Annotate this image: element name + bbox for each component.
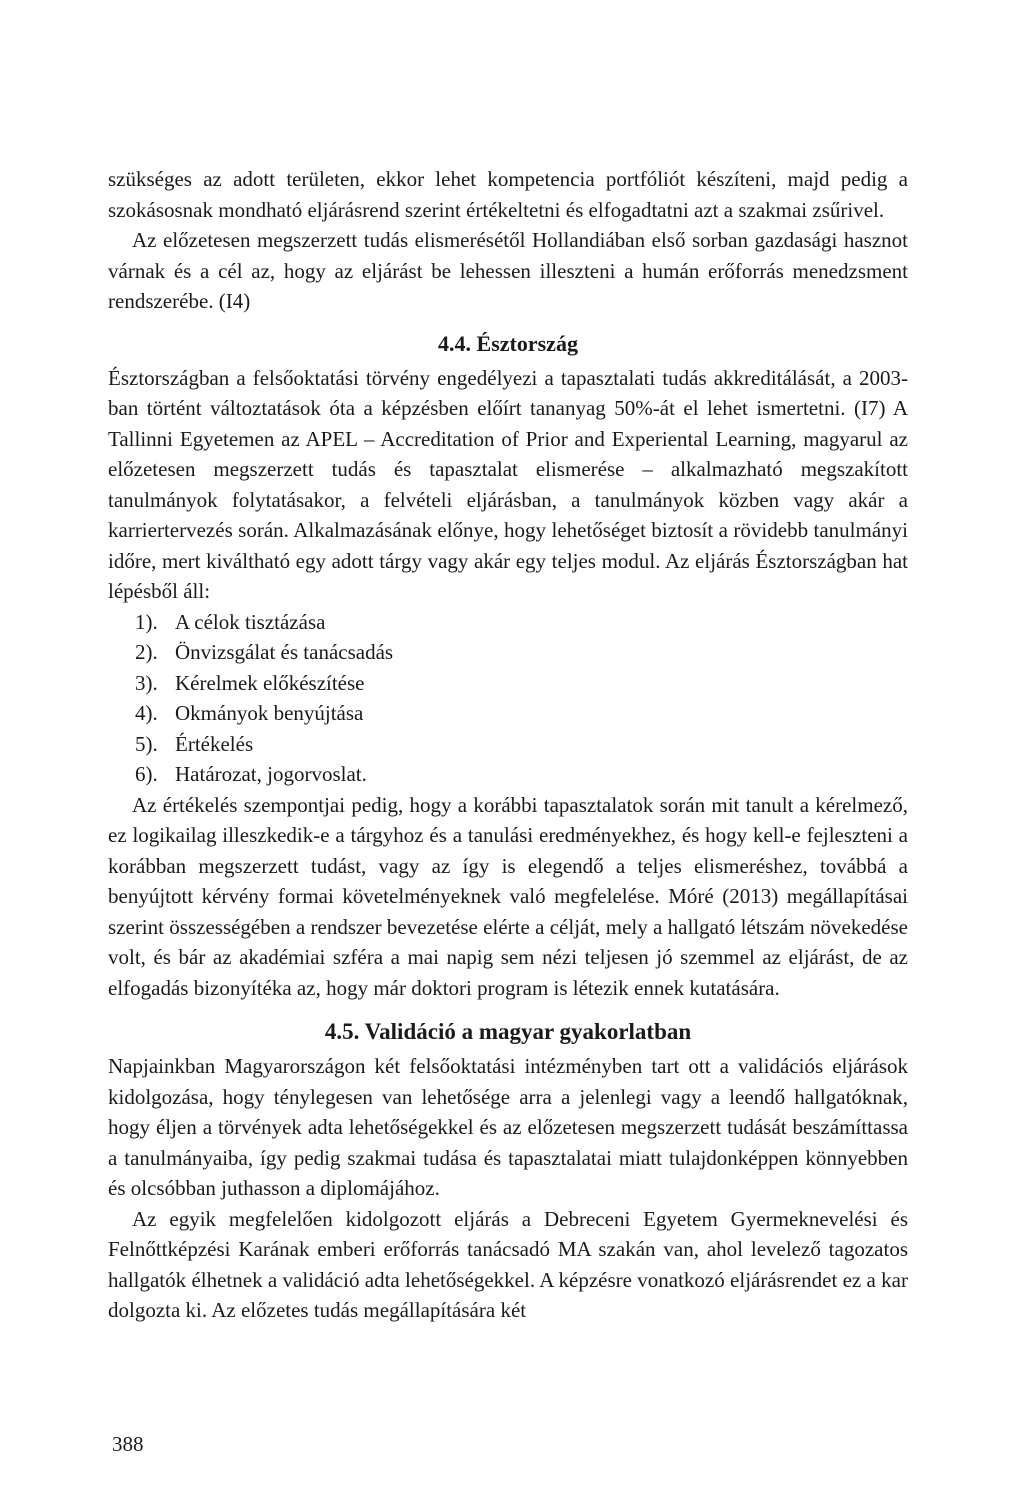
list-item-number: 3). — [135, 670, 158, 695]
list-item-number: 1). — [135, 609, 158, 634]
paragraph: Az előzetesen megszerzett tudás elismerésétől Hollandiában első sorban gazdasági hasznot várnak és a cél az, hogy az eljárást be lehessen illeszteni a humán erőforrás menedzsment rendszerébe. (I4) — [108, 228, 908, 313]
list-item-number: 4). — [135, 701, 158, 725]
page-number: 388 — [112, 1432, 144, 1456]
paragraph: szükséges az adott területen, ekkor lehet kompetencia portfóliót készíteni, majd pedig a szokásosnak mondható eljárásrend szerint értékeltetni és elfogadtatni azt a szakmai zsűrivel. — [108, 167, 908, 222]
list-item-number: 5). — [135, 731, 158, 756]
paragraph: Napjainkban Magyarországon két felsőoktatási intézményben tart ott a validációs eljárások kidolgozása, hogy ténylegesen van lehetősége arra a jelenlegi vagy a leendő hallgatóknak, hogy éljen a törvények adta lehetőségekkel és az előzetesen megszerzett tudását beszámíttassa a tanulmányaiba, így pedig szakmai tudása és tapasztalatai miatt tulajdonképpen könnyebben és olcsóbban juthasson a diplomájához. — [108, 1054, 908, 1200]
paragraph: Észtországban a felsőoktatási törvény engedélyezi a tapasztalati tudás akkreditálását, a 2003-ban történt változtatások óta a képzésben előírt tananyag 50%-át el lehet ismertetni. (I7) A Tallinni Egyetemen az APEL – Accreditation of Prior and Experiental Learning, magyarul az előzetesen megszerzett tudás és tapasztalat elismerése – alkalmazható megszakított tanulmányok folytatásakor, a felvételi eljárásban, a tanulmányok közben vagy akár a karriertervezés során. Alkalmazásának előnye, hogy lehetőséget biztosít a rövidebb tanulmányi időre, mert kiváltható egy adott tárgy vagy akár egy teljes modul. Az eljárás Észtországban hat lépésből áll: — [108, 365, 908, 603]
list-item — [135, 698, 908, 729]
list-item-text: A célok tisztázása — [175, 609, 326, 634]
list-item — [135, 729, 908, 760]
list-item — [135, 759, 908, 790]
list-item-number: 2). — [135, 640, 158, 664]
section-heading: 4.4. Észtország — [438, 330, 578, 356]
list-item — [135, 607, 908, 638]
list-item-text: Értékelés — [175, 731, 254, 756]
list-item-text: Kérelmek előkészítése — [175, 670, 365, 695]
list-item-text: Határozat, jogorvoslat. — [175, 762, 367, 786]
steps-list — [108, 607, 908, 790]
paragraph: Az egyik megfelelően kidolgozott eljárás a Debreceni Egyetem Gyermeknevelési és Felnőttképzési Karának emberi erőforrás tanácsadó MA szakán van, ahol levelező tagozatos hallgatók élhetnek a validáció adta lehetőségekkel. A képzésre vonatkozó eljárásrendet ez a kar dolgozta ki. Az előzetes tudás megállapítására két — [108, 1206, 908, 1322]
list-item-text: Okmányok benyújtása — [175, 701, 364, 725]
list-item-text: Önvizsgálat és tanácsadás — [175, 640, 394, 664]
list-item — [135, 637, 908, 668]
page-body — [108, 164, 908, 1326]
section-heading: 4.5. Validáció a magyar gyakorlatban — [324, 1019, 692, 1044]
paragraph: Az értékelés szempontjai pedig, hogy a korábbi tapasztalatok során mit tanult a kérelmező, ez logikailag illeszkedik-e a tárgyhoz és a tanulási eredményekhez, és hogy kell-e fejleszteni a korábban megszerzett tudást, vagy az így is elegendő a teljes elismeréshez, továbbá a benyújtott kérvény formai követelményeknek való megfelelése. Móré (2013) megállapításai szerint összességében a rendszer bevezetése elérte a célját, mely a hallgató létszám növekedése volt, és bár az akadémiai szféra a mai napig sem nézi teljesen jó szemmel az eljárást, de az elfogadás bizonyítéka az, hogy már doktori program is létezik ennek kutatására. — [108, 792, 908, 1000]
list-item — [135, 668, 908, 699]
list-item-number: 6). — [135, 762, 158, 786]
